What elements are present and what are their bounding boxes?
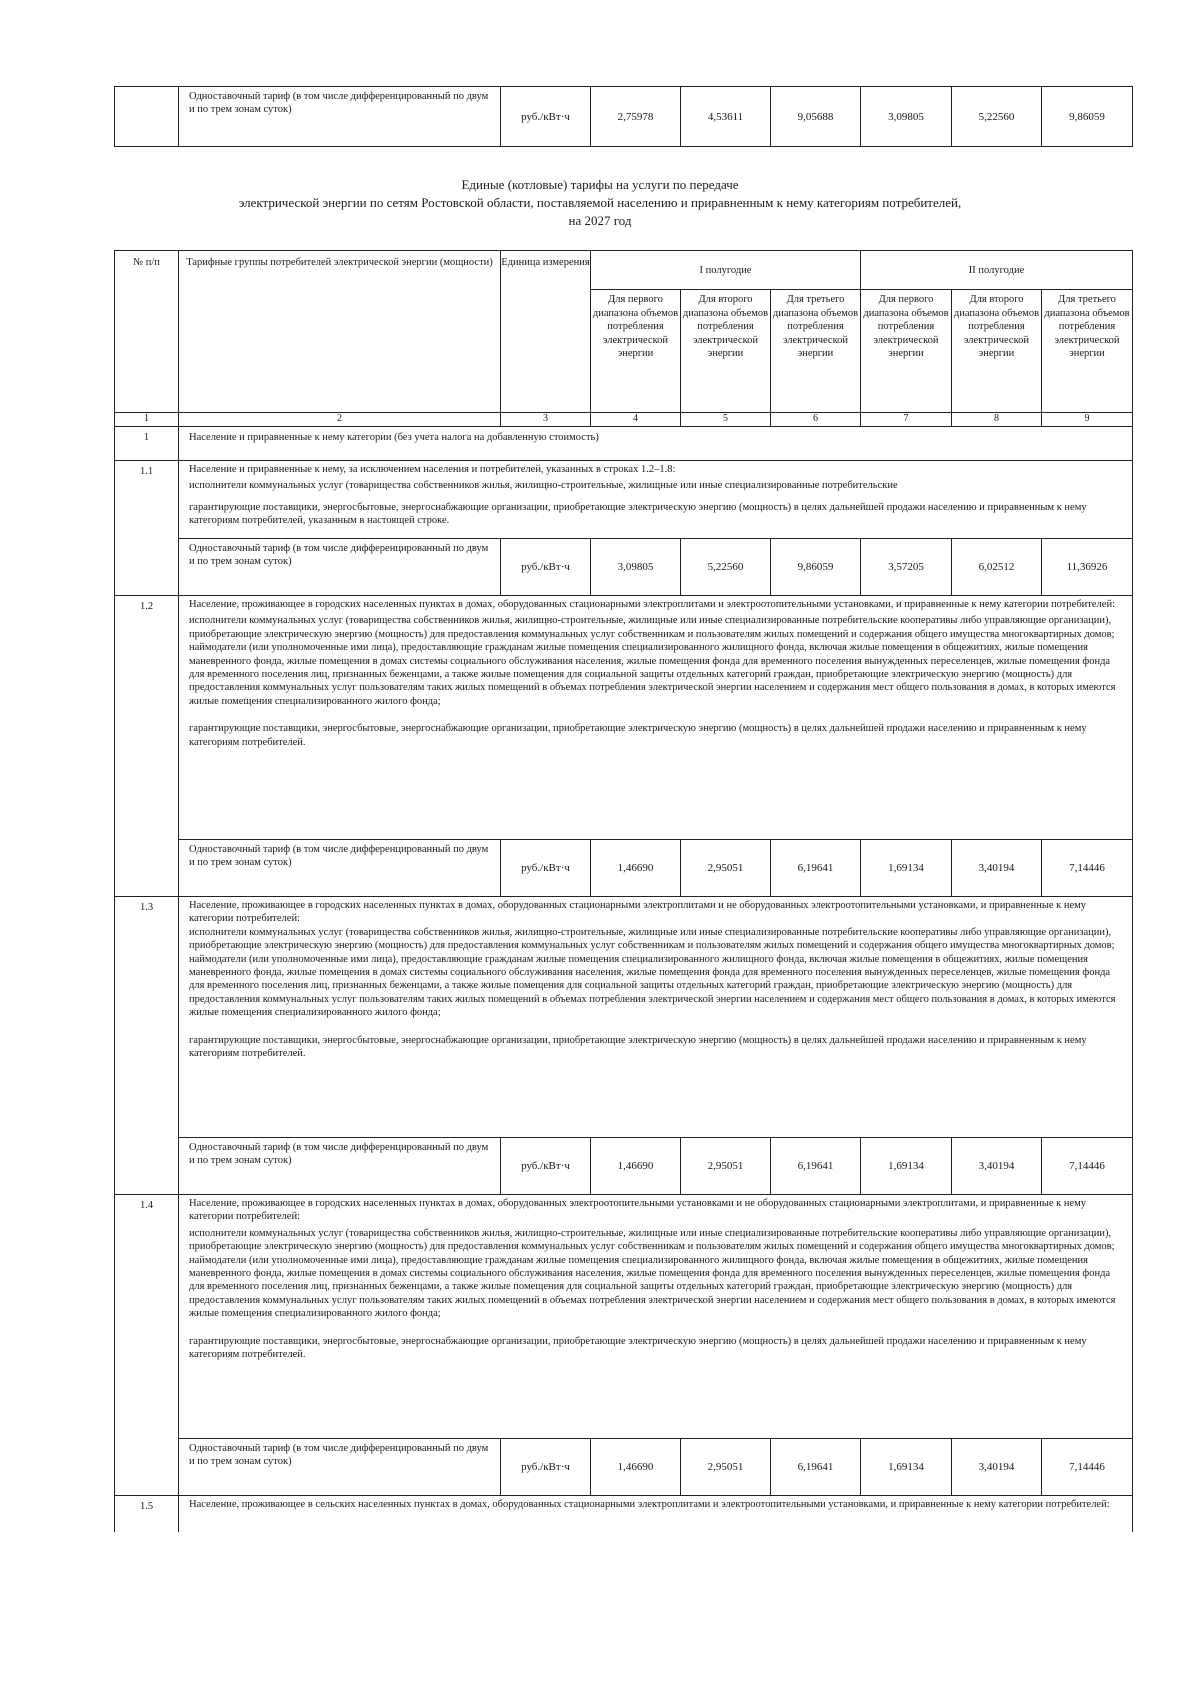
category-description <box>179 1496 1133 1532</box>
header-row <box>115 251 1133 290</box>
value-cell: 11,36926 <box>1042 539 1133 596</box>
caption-line-1: Единые (котловые) тарифы на услуги по передаче <box>461 177 739 192</box>
tariff-name: Одноставочный тариф (в том числе дифференцированный по двум и по трем зонам суток) <box>179 1138 501 1195</box>
category-row <box>115 596 1133 840</box>
value-cell: 4,53611 <box>681 87 771 147</box>
category-paragraph: наймодатели (или уполномоченные ими лица), предоставляющие гражданам жилые помещения специализированного жилищного фонда, включая жилые помещения в общежитиях, жилые помещения маневренного фонда, жилые помещения в домах системы социального обслуживания населения, жилые помещения фонда для временного поселения вынужденных переселенцев, жилые помещения фонда для временного поселения лиц, признанных беженцами, а также жилые помещения для социальной защиты отдельных категорий граждан, приобретающие электрическую энергию (мощность) для предоставления коммунальных услуг пользователям таких жилых помещений в объемах потребления электрической энергии населением и содержания мест общего пользования в домах, в которых имеются жилые помещения специализированного жилого фонда; <box>189 953 1116 1019</box>
column-number: 1 <box>115 413 179 427</box>
category-paragraph: гарантирующие поставщики, энергосбытовые, энергоснабжающие организации, приобретающие электрическую энергию (мощность) в целях дальнейшей продажи населению и приравненным к нему категориям потребителей. <box>189 1034 1087 1060</box>
tariff-name: Одноставочный тариф (в том числе дифференцированный по двум и по трем зонам суток) <box>179 840 501 897</box>
category-row <box>115 897 1133 1138</box>
header-range-2: Для второго диапазона объемов потребления электрической энергии <box>952 290 1042 413</box>
tariff-row <box>115 1138 1133 1195</box>
tariff-row <box>115 87 1133 147</box>
category-paragraph: исполнители коммунальных услуг (товарищества собственников жилья, жилищно-строительные, жилищные или иные специализированные потребительские <box>189 480 898 492</box>
column-number: 6 <box>771 413 861 427</box>
unit-cell: руб./кВт·ч <box>501 1138 591 1195</box>
value-cell: 2,95051 <box>681 840 771 897</box>
category-paragraph: исполнители коммунальных услуг (товарищества собственников жилья, жилищно-строительные, жилищные или иные специализированные потребительские кооперативы либо управляющие организации), приобретающие электрическую энергию (мощность) для предоставления коммунальных услуг собственникам и пользователям жилых помещений и содержания общего имущества многоквартирных домов; <box>189 926 1115 952</box>
value-cell: 7,14446 <box>1042 1439 1133 1496</box>
value-cell: 6,19641 <box>771 840 861 897</box>
category-row <box>115 1496 1133 1532</box>
header-no: № п/п <box>115 251 179 413</box>
header-range-1: Для первого диапазона объемов потребления электрической энергии <box>591 290 681 413</box>
category-description <box>179 1195 1133 1439</box>
value-cell: 1,46690 <box>591 1439 681 1496</box>
column-number: 2 <box>179 413 501 427</box>
value-cell: 3,09805 <box>591 539 681 596</box>
value-cell: 3,40194 <box>952 840 1042 897</box>
top-continuation-table <box>114 86 1133 147</box>
column-number: 5 <box>681 413 771 427</box>
row-number: 1.5 <box>115 1496 179 1532</box>
row-number-cell <box>115 87 179 147</box>
value-cell: 3,40194 <box>952 1138 1042 1195</box>
unit-cell: руб./кВт·ч <box>501 840 591 897</box>
section-title: Население и приравненные к нему категории (без учета налога на добавленную стоимость) <box>179 427 1133 461</box>
category-paragraph: Население, проживающее в городских населенных пунктах в домах, оборудованных стационарными электроплитами и не оборудованных электроотопительными установками, и приравненные к нему категории потребителей: <box>189 900 1087 925</box>
category-paragraph: исполнители коммунальных услуг (товарищества собственников жилья, жилищно-строительные, жилищные или иные специализированные потребительские кооперативы либо управляющие организации), приобретающие электрическую энергию (мощность) для предоставления коммунальных услуг собственникам и пользователям жилых помещений и содержания общего имущества многоквартирных домов; <box>189 615 1115 640</box>
column-number: 9 <box>1042 413 1133 427</box>
value-cell: 1,69134 <box>861 1138 952 1195</box>
tariff-name: Одноставочный тариф (в том числе дифференцированный по двум и по трем зонам суток) <box>179 539 501 596</box>
value-cell: 3,09805 <box>861 87 952 147</box>
category-paragraph: Население, проживающее в городских населенных пунктах в домах, оборудованных стационарными электроплитами и электроотопительными установками, и приравненные к нему категории потребителей: <box>189 599 1115 610</box>
header-range-3: Для третьего диапазона объемов потребления электрической энергии <box>771 290 861 413</box>
header-half-2: II полугодие <box>861 251 1133 290</box>
category-paragraph: Население и приравненные к нему, за исключением населения и потребителей, указанных в строках 1.2–1.8: <box>189 464 676 475</box>
row-number: 1.1 <box>115 461 179 596</box>
category-description <box>179 596 1133 840</box>
value-cell: 2,95051 <box>681 1439 771 1496</box>
value-cell: 5,22560 <box>681 539 771 596</box>
value-cell: 6,02512 <box>952 539 1042 596</box>
category-paragraph: наймодатели (или уполномоченные ими лица), предоставляющие гражданам жилые помещения специализированного жилищного фонда, включая жилые помещения в общежитиях, жилые помещения маневренного фонда, жилые помещения в домах системы социального обслуживания населения, жилые помещения фонда для временного поселения вынужденных переселенцев, жилые помещения фонда для временного поселения лиц, признанных беженцами, а также жилые помещения для социальной защиты отдельных категорий граждан, приобретающие электрическую энергию (мощность) для предоставления коммунальных услуг пользователям таких жилых помещений в объемах потребления электрической энергии населением и содержания мест общего пользования в домах, в которых имеются жилые помещения специализированного жилого фонда; <box>189 1254 1116 1320</box>
value-cell: 3,57205 <box>861 539 952 596</box>
header-unit: Единица измерения <box>501 251 591 413</box>
value-cell: 6,19641 <box>771 1439 861 1496</box>
category-paragraph: Население, проживающее в городских населенных пунктах в домах, оборудованных электроотопительными установками и не оборудованных стационарными электроплитами, и приравненные к нему категории потребителей: <box>189 1198 1087 1223</box>
row-number: 1.3 <box>115 897 179 1195</box>
value-cell: 9,86059 <box>771 539 861 596</box>
unit-cell: руб./кВт·ч <box>501 87 591 147</box>
category-row <box>115 1195 1133 1439</box>
column-number: 7 <box>861 413 952 427</box>
value-cell: 9,05688 <box>771 87 861 147</box>
value-cell: 2,95051 <box>681 1138 771 1195</box>
row-number: 1.4 <box>115 1195 179 1496</box>
section-row <box>115 427 1133 461</box>
value-cell: 1,69134 <box>861 840 952 897</box>
category-paragraph: гарантирующие поставщики, энергосбытовые, энергоснабжающие организации, приобретающие электрическую энергию (мощность) в целях дальнейшей продажи населению и приравненным к нему категориям потребителей. <box>189 723 1087 748</box>
value-cell: 5,22560 <box>952 87 1042 147</box>
category-paragraph: гарантирующие поставщики, энергосбытовые, энергоснабжающие организации, приобретающие электрическую энергию (мощность) в целях дальнейшей продажи населению и приравненным к нему категориям потребителей. <box>189 1335 1087 1361</box>
caption-line-2: электрической энергии по сетям Ростовской области, поставляемой населению и приравненным к нему категориям потребителей, <box>238 195 962 210</box>
value-cell: 1,46690 <box>591 1138 681 1195</box>
column-number: 3 <box>501 413 591 427</box>
value-cell: 1,46690 <box>591 840 681 897</box>
value-cell: 7,14446 <box>1042 840 1133 897</box>
category-paragraph: Население, проживающее в сельских населенных пунктах в домах, оборудованных стационарными электроплитами и электроотопительными установками, и приравненные к нему категории потребителей: <box>189 1499 1110 1510</box>
value-cell: 1,69134 <box>861 1439 952 1496</box>
table-caption <box>0 176 1200 230</box>
value-cell: 3,40194 <box>952 1439 1042 1496</box>
column-number-row <box>115 413 1133 427</box>
category-paragraph: исполнители коммунальных услуг (товарищества собственников жилья, жилищно-строительные, жилищные или иные специализированные потребительские кооперативы либо управляющие организации), приобретающие электрическую энергию (мощность) для предоставления коммунальных услуг собственникам и пользователям жилых помещений и содержания общего имущества многоквартирных домов; <box>189 1227 1115 1253</box>
category-paragraph: гарантирующие поставщики, энергосбытовые, энергоснабжающие организации, приобретающие электрическую энергию (мощность) в целях дальнейшей продажи населению и приравненным к нему категориям потребителей, указанным в настоящей строке. <box>189 501 1087 527</box>
unit-cell: руб./кВт·ч <box>501 539 591 596</box>
category-description <box>179 897 1133 1138</box>
unit-cell: руб./кВт·ч <box>501 1439 591 1496</box>
category-paragraph: наймодатели (или уполномоченные ими лица), предоставляющие гражданам жилые помещения специализированного жилищного фонда, включая жилые помещения в общежитиях, жилые помещения маневренного фонда, жилые помещения в домах системы социального обслуживания населения, жилые помещения фонда для временного поселения вынужденных переселенцев, жилые помещения фонда для временного поселения лиц, признанных беженцами, а также жилые помещения для социальной защиты отдельных категорий граждан, приобретающие электрическую энергию (мощность) для предоставления коммунальных услуг пользователям таких жилых помещений в объемах потребления электрической энергии населением и содержания мест общего пользования в домах, в которых имеются жилые помещения специализированного жилого фонда; <box>189 642 1116 707</box>
value-cell: 7,14446 <box>1042 1138 1133 1195</box>
row-number: 1.2 <box>115 596 179 897</box>
tariff-row <box>115 539 1133 596</box>
column-number: 4 <box>591 413 681 427</box>
value-cell: 2,75978 <box>591 87 681 147</box>
category-description <box>179 461 1133 539</box>
tariff-name: Одноставочный тариф (в том числе дифференцированный по двум и по трем зонам суток) <box>179 87 501 147</box>
tariff-row <box>115 1439 1133 1496</box>
header-half-1: I полугодие <box>591 251 861 290</box>
tariff-name: Одноставочный тариф (в том числе дифференцированный по двум и по трем зонам суток) <box>179 1439 501 1496</box>
value-cell: 6,19641 <box>771 1138 861 1195</box>
header-range-1: Для первого диапазона объемов потребления электрической энергии <box>861 290 952 413</box>
tariff-row <box>115 840 1133 897</box>
row-number: 1 <box>115 427 179 461</box>
category-row <box>115 461 1133 539</box>
value-cell: 9,86059 <box>1042 87 1133 147</box>
caption-line-3: на 2027 год <box>568 213 632 228</box>
column-number: 8 <box>952 413 1042 427</box>
header-groups: Тарифные группы потребителей электрической энергии (мощности) <box>179 251 501 413</box>
tariff-table <box>114 250 1133 1532</box>
header-range-3: Для третьего диапазона объемов потребления электрической энергии <box>1042 290 1133 413</box>
header-range-2: Для второго диапазона объемов потребления электрической энергии <box>681 290 771 413</box>
